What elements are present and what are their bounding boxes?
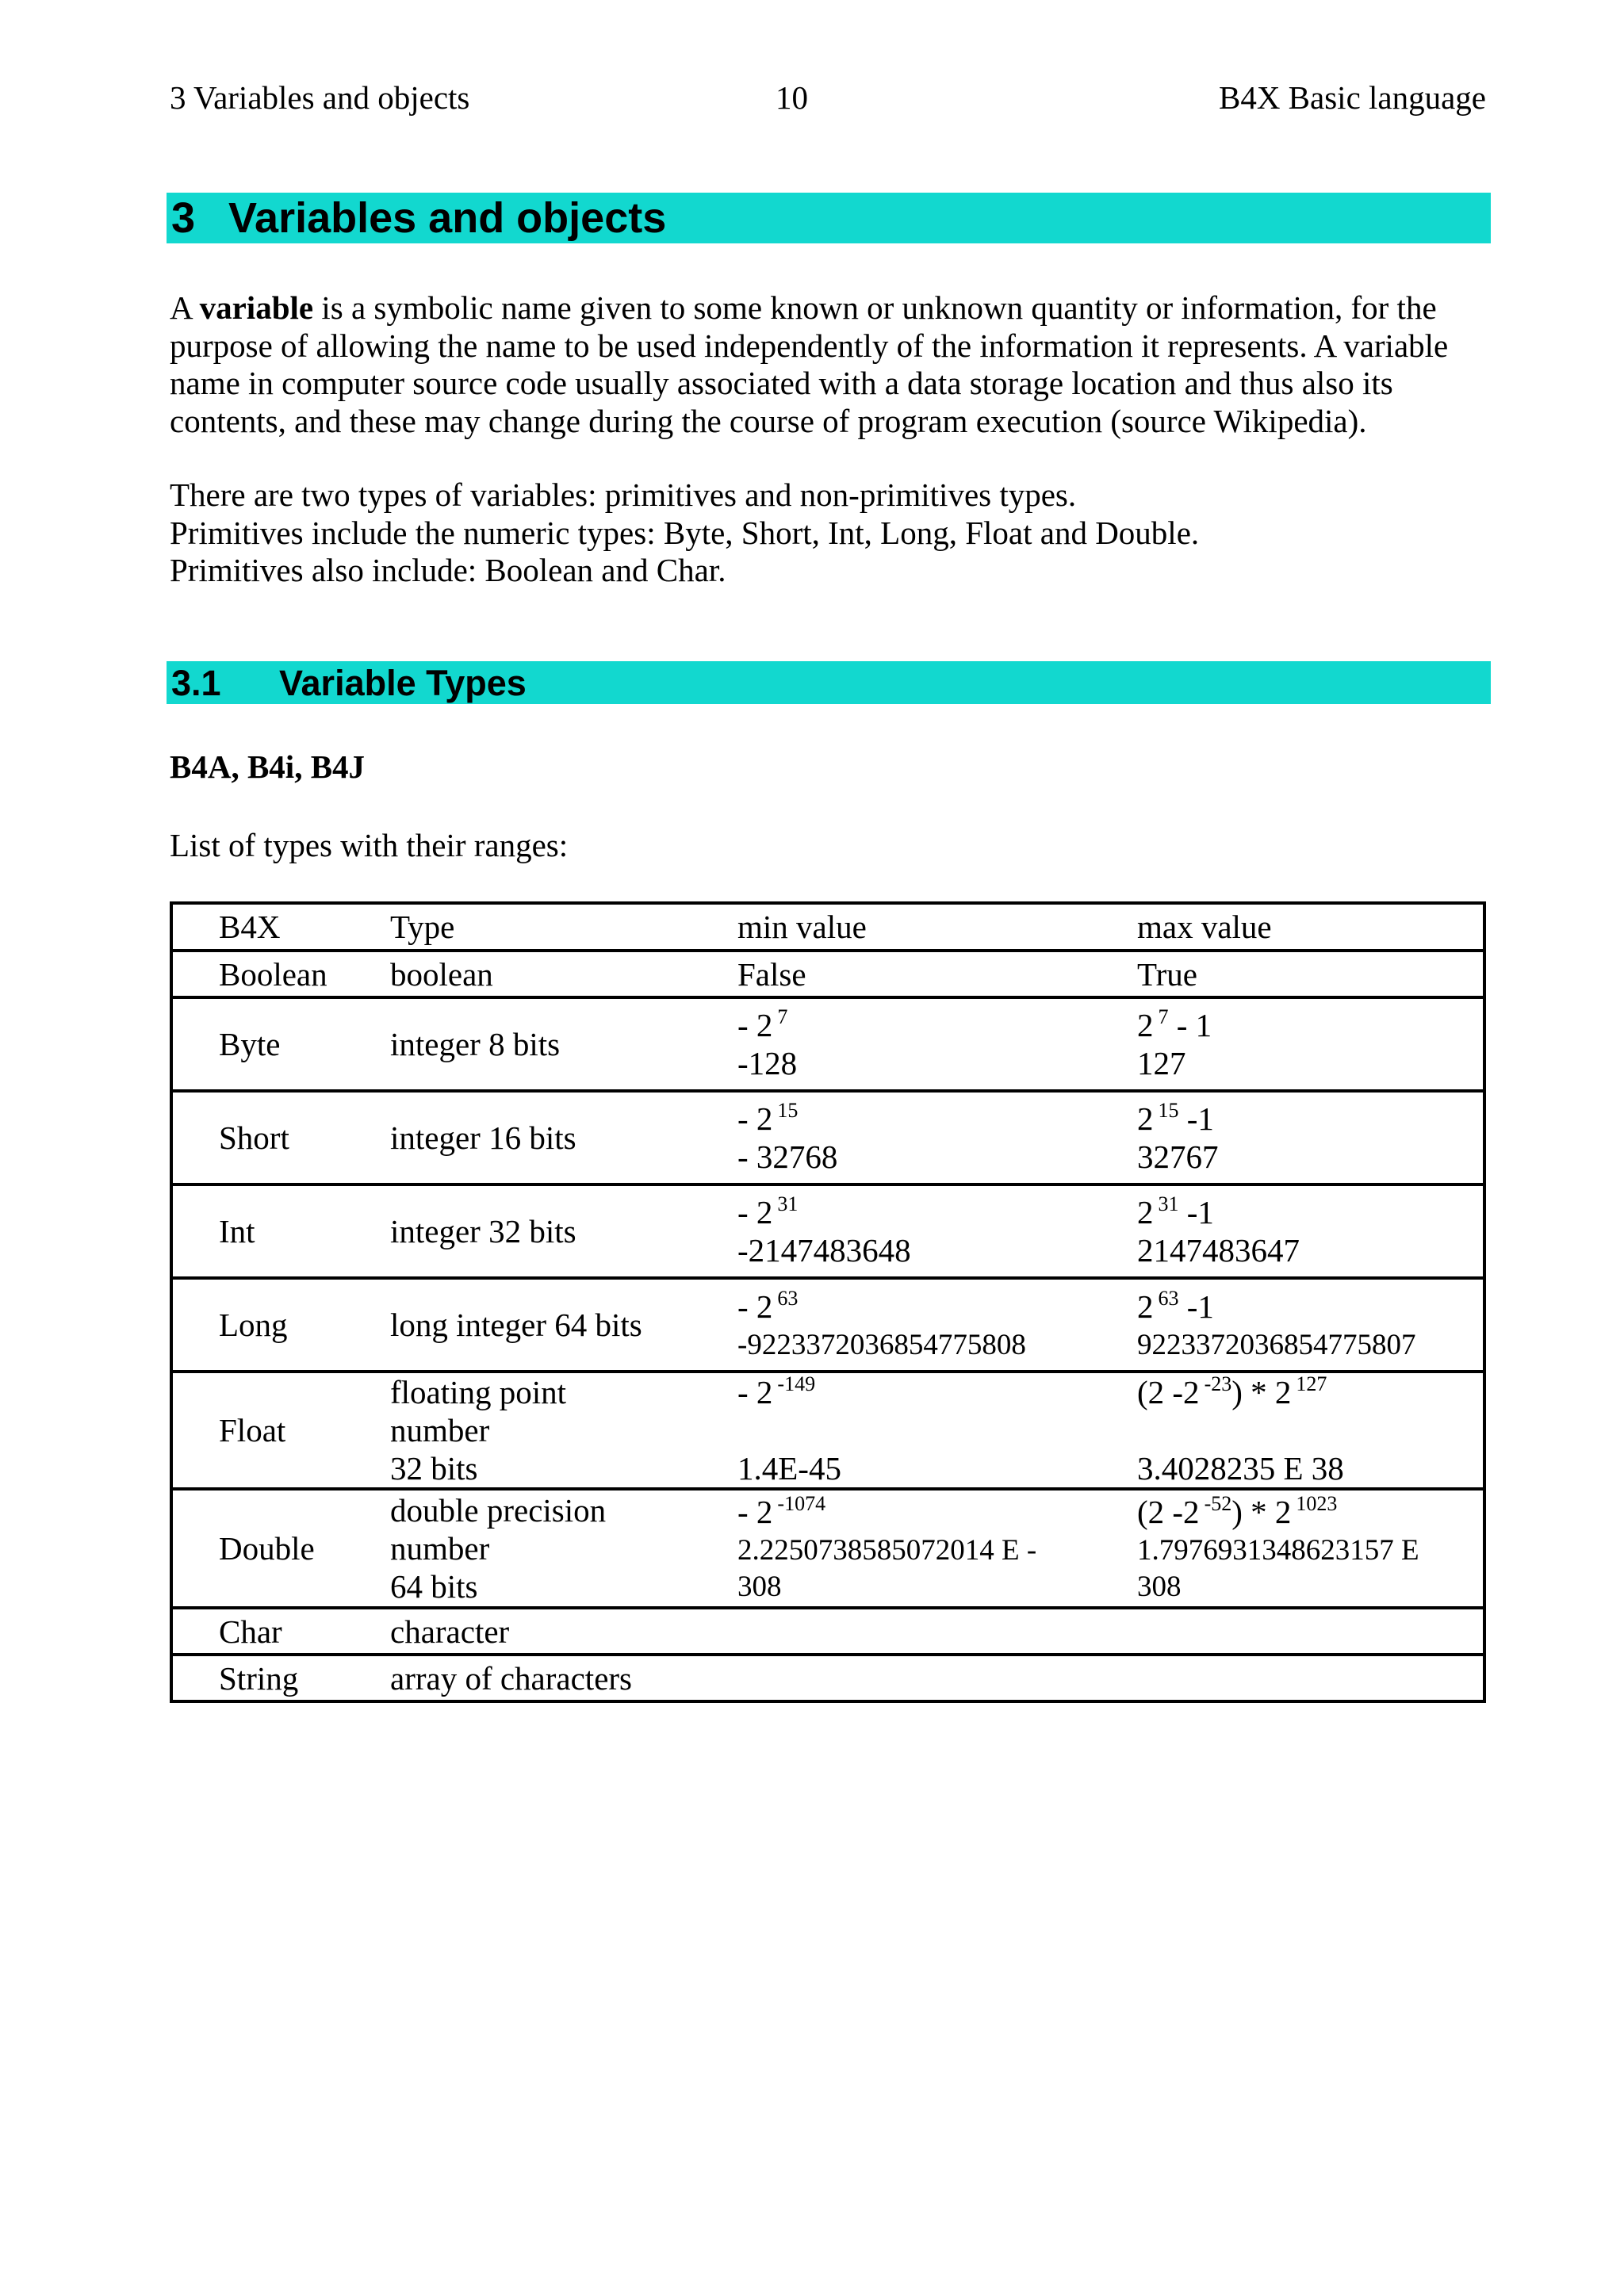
min-value-cell: False bbox=[737, 951, 1137, 997]
exponent: 15 bbox=[1158, 1099, 1179, 1122]
max-formula: 2 bbox=[1137, 1007, 1154, 1043]
exponent: -23 bbox=[1204, 1372, 1232, 1395]
type-desc-cell: integer 8 bits bbox=[390, 997, 737, 1091]
max-value-cell: True bbox=[1137, 951, 1484, 997]
type-name-cell: Byte bbox=[171, 997, 390, 1091]
min-value-cell bbox=[737, 1655, 1137, 1701]
exponent: 63 bbox=[777, 1287, 799, 1310]
table-header-row bbox=[171, 903, 1484, 951]
min-value-cell bbox=[737, 1372, 1137, 1489]
max-formula-part: ) * 2 bbox=[1231, 1374, 1292, 1410]
exponent: 1023 bbox=[1296, 1492, 1338, 1515]
variable-term: variable bbox=[199, 289, 314, 326]
type-desc-line: floating point bbox=[390, 1374, 567, 1410]
types-intro bbox=[170, 476, 1502, 590]
max-formula-tail: -1 bbox=[1178, 1194, 1214, 1230]
exponent: 7 bbox=[777, 1005, 788, 1028]
table-row bbox=[171, 1278, 1484, 1372]
header-cell: Type bbox=[390, 903, 737, 951]
max-value: 127 bbox=[1137, 1045, 1186, 1081]
table-row bbox=[171, 1372, 1484, 1489]
type-desc-line: double precision bbox=[390, 1492, 607, 1529]
type-desc-cell: integer 32 bits bbox=[390, 1184, 737, 1278]
exponent: -1074 bbox=[777, 1492, 826, 1515]
max-formula: (2 -2 bbox=[1137, 1494, 1200, 1530]
header-cell: B4X bbox=[171, 903, 390, 951]
exponent: 7 bbox=[1158, 1005, 1169, 1028]
max-value: 3.4028235 E 38 bbox=[1137, 1450, 1344, 1487]
table-row bbox=[171, 997, 1484, 1091]
max-value-cell bbox=[1137, 1184, 1484, 1278]
intro-post: is a symbolic name given to some known or unknown quantity or information, for the purpose of allowing the name to be used independently of the information it represents. A variable name in computer source code usually associated with a data storage location and thus also its contents, and these may change during the course of program execution (source Wikipedia). bbox=[170, 289, 1449, 439]
type-name-cell: Short bbox=[171, 1091, 390, 1184]
min-value-cell bbox=[737, 1278, 1137, 1372]
min-formula: - 2 bbox=[737, 1194, 773, 1230]
exponent: 31 bbox=[777, 1192, 799, 1215]
exponent: -149 bbox=[777, 1372, 816, 1395]
min-value-cell bbox=[737, 1184, 1137, 1278]
table-row bbox=[171, 951, 1484, 997]
subsection-title: Variable Types bbox=[279, 663, 527, 703]
list-label: List of types with their ranges: bbox=[170, 827, 569, 863]
type-desc-cell bbox=[390, 1489, 737, 1608]
min-formula: - 2 bbox=[737, 1374, 773, 1410]
type-desc-line: 32 bits bbox=[390, 1450, 478, 1487]
type-name-cell: Boolean bbox=[171, 951, 390, 997]
intro-pre: A bbox=[170, 289, 200, 326]
type-desc-line: number bbox=[390, 1530, 490, 1567]
type-desc-cell: integer 16 bits bbox=[390, 1091, 737, 1184]
table-row bbox=[171, 1184, 1484, 1278]
min-value: 2.2250738585072014 E - bbox=[737, 1534, 1037, 1567]
type-desc-cell: long integer 64 bits bbox=[390, 1278, 737, 1372]
type-desc-line: number bbox=[390, 1412, 490, 1448]
type-name-cell: String bbox=[171, 1655, 390, 1701]
type-name-cell: Double bbox=[171, 1489, 390, 1608]
type-name-cell: Float bbox=[171, 1372, 390, 1489]
page-number: 10 bbox=[776, 79, 808, 116]
max-value: 9223372036854775807 bbox=[1137, 1329, 1416, 1361]
table-row bbox=[171, 1489, 1484, 1608]
min-value-cell bbox=[737, 1489, 1137, 1608]
table-row bbox=[171, 1091, 1484, 1184]
max-value: 2147483647 bbox=[1137, 1232, 1300, 1269]
exponent: -52 bbox=[1204, 1492, 1232, 1515]
header-book-title: B4X Basic language bbox=[1218, 79, 1486, 116]
exponent: 15 bbox=[777, 1099, 799, 1122]
section-heading bbox=[167, 193, 1491, 243]
max-formula-tail: - 1 bbox=[1168, 1007, 1212, 1043]
max-value: 32767 bbox=[1137, 1138, 1219, 1175]
type-name-cell: Char bbox=[171, 1608, 390, 1655]
max-value-cell bbox=[1137, 1091, 1484, 1184]
min-value: -2147483648 bbox=[737, 1232, 911, 1269]
platforms-label: B4A, B4i, B4J bbox=[170, 748, 366, 785]
min-formula: - 2 bbox=[737, 1288, 773, 1325]
table-row bbox=[171, 1655, 1484, 1701]
type-desc-cell: boolean bbox=[390, 951, 737, 997]
min-value-cell bbox=[737, 1091, 1137, 1184]
max-value-cell bbox=[1137, 1372, 1484, 1489]
max-value: 308 bbox=[1137, 1571, 1182, 1603]
max-value-cell bbox=[1137, 1278, 1484, 1372]
min-formula: - 2 bbox=[737, 1007, 773, 1043]
max-value: 1.7976931348623157 E bbox=[1137, 1534, 1419, 1567]
max-formula-tail: -1 bbox=[1178, 1100, 1214, 1137]
min-value: 1.4E-45 bbox=[737, 1450, 841, 1487]
max-value-cell bbox=[1137, 1608, 1484, 1655]
variable-types-table bbox=[170, 901, 1486, 1703]
types-intro-line: There are two types of variables: primitives and non-primitives types. bbox=[170, 476, 1077, 513]
exponent: 31 bbox=[1158, 1192, 1179, 1215]
type-name-cell: Int bbox=[171, 1184, 390, 1278]
min-value-cell bbox=[737, 1608, 1137, 1655]
exponent: 127 bbox=[1296, 1372, 1327, 1395]
max-value-cell bbox=[1137, 1655, 1484, 1701]
max-formula-part: ) * 2 bbox=[1231, 1494, 1292, 1530]
max-formula: 2 bbox=[1137, 1288, 1154, 1325]
page-header bbox=[170, 78, 1486, 117]
max-formula: 2 bbox=[1137, 1194, 1154, 1230]
exponent: 63 bbox=[1158, 1287, 1179, 1310]
header-cell: max value bbox=[1137, 903, 1484, 951]
min-value: -9223372036854775808 bbox=[737, 1329, 1026, 1361]
max-formula: (2 -2 bbox=[1137, 1374, 1200, 1410]
table-row bbox=[171, 1608, 1484, 1655]
min-value: -128 bbox=[737, 1045, 798, 1081]
type-name-cell: Long bbox=[171, 1278, 390, 1372]
min-value-cell bbox=[737, 997, 1137, 1091]
max-value-cell bbox=[1137, 1489, 1484, 1608]
type-desc-line: 64 bits bbox=[390, 1568, 478, 1605]
header-cell: min value bbox=[737, 903, 1137, 951]
section-number: 3 bbox=[171, 194, 196, 242]
min-formula: - 2 bbox=[737, 1100, 773, 1137]
min-value: - 32768 bbox=[737, 1138, 838, 1175]
types-intro-line: Primitives also include: Boolean and Char. bbox=[170, 552, 726, 588]
subsection-number: 3.1 bbox=[171, 663, 221, 703]
section-title: Variables and objects bbox=[228, 194, 667, 242]
type-desc-cell: character bbox=[390, 1608, 737, 1655]
types-intro-line: Primitives include the numeric types: Byte, Short, Int, Long, Float and Double. bbox=[170, 514, 1200, 551]
max-formula-tail: -1 bbox=[1178, 1288, 1214, 1325]
min-value: 308 bbox=[737, 1571, 782, 1603]
max-formula: 2 bbox=[1137, 1100, 1154, 1137]
type-desc-cell: array of characters bbox=[390, 1655, 737, 1701]
min-formula: - 2 bbox=[737, 1494, 773, 1530]
intro-paragraph bbox=[170, 289, 1502, 440]
max-value-cell bbox=[1137, 997, 1484, 1091]
type-desc-cell bbox=[390, 1372, 737, 1489]
header-chapter: 3 Variables and objects bbox=[170, 79, 470, 116]
subsection-heading bbox=[167, 661, 1491, 704]
